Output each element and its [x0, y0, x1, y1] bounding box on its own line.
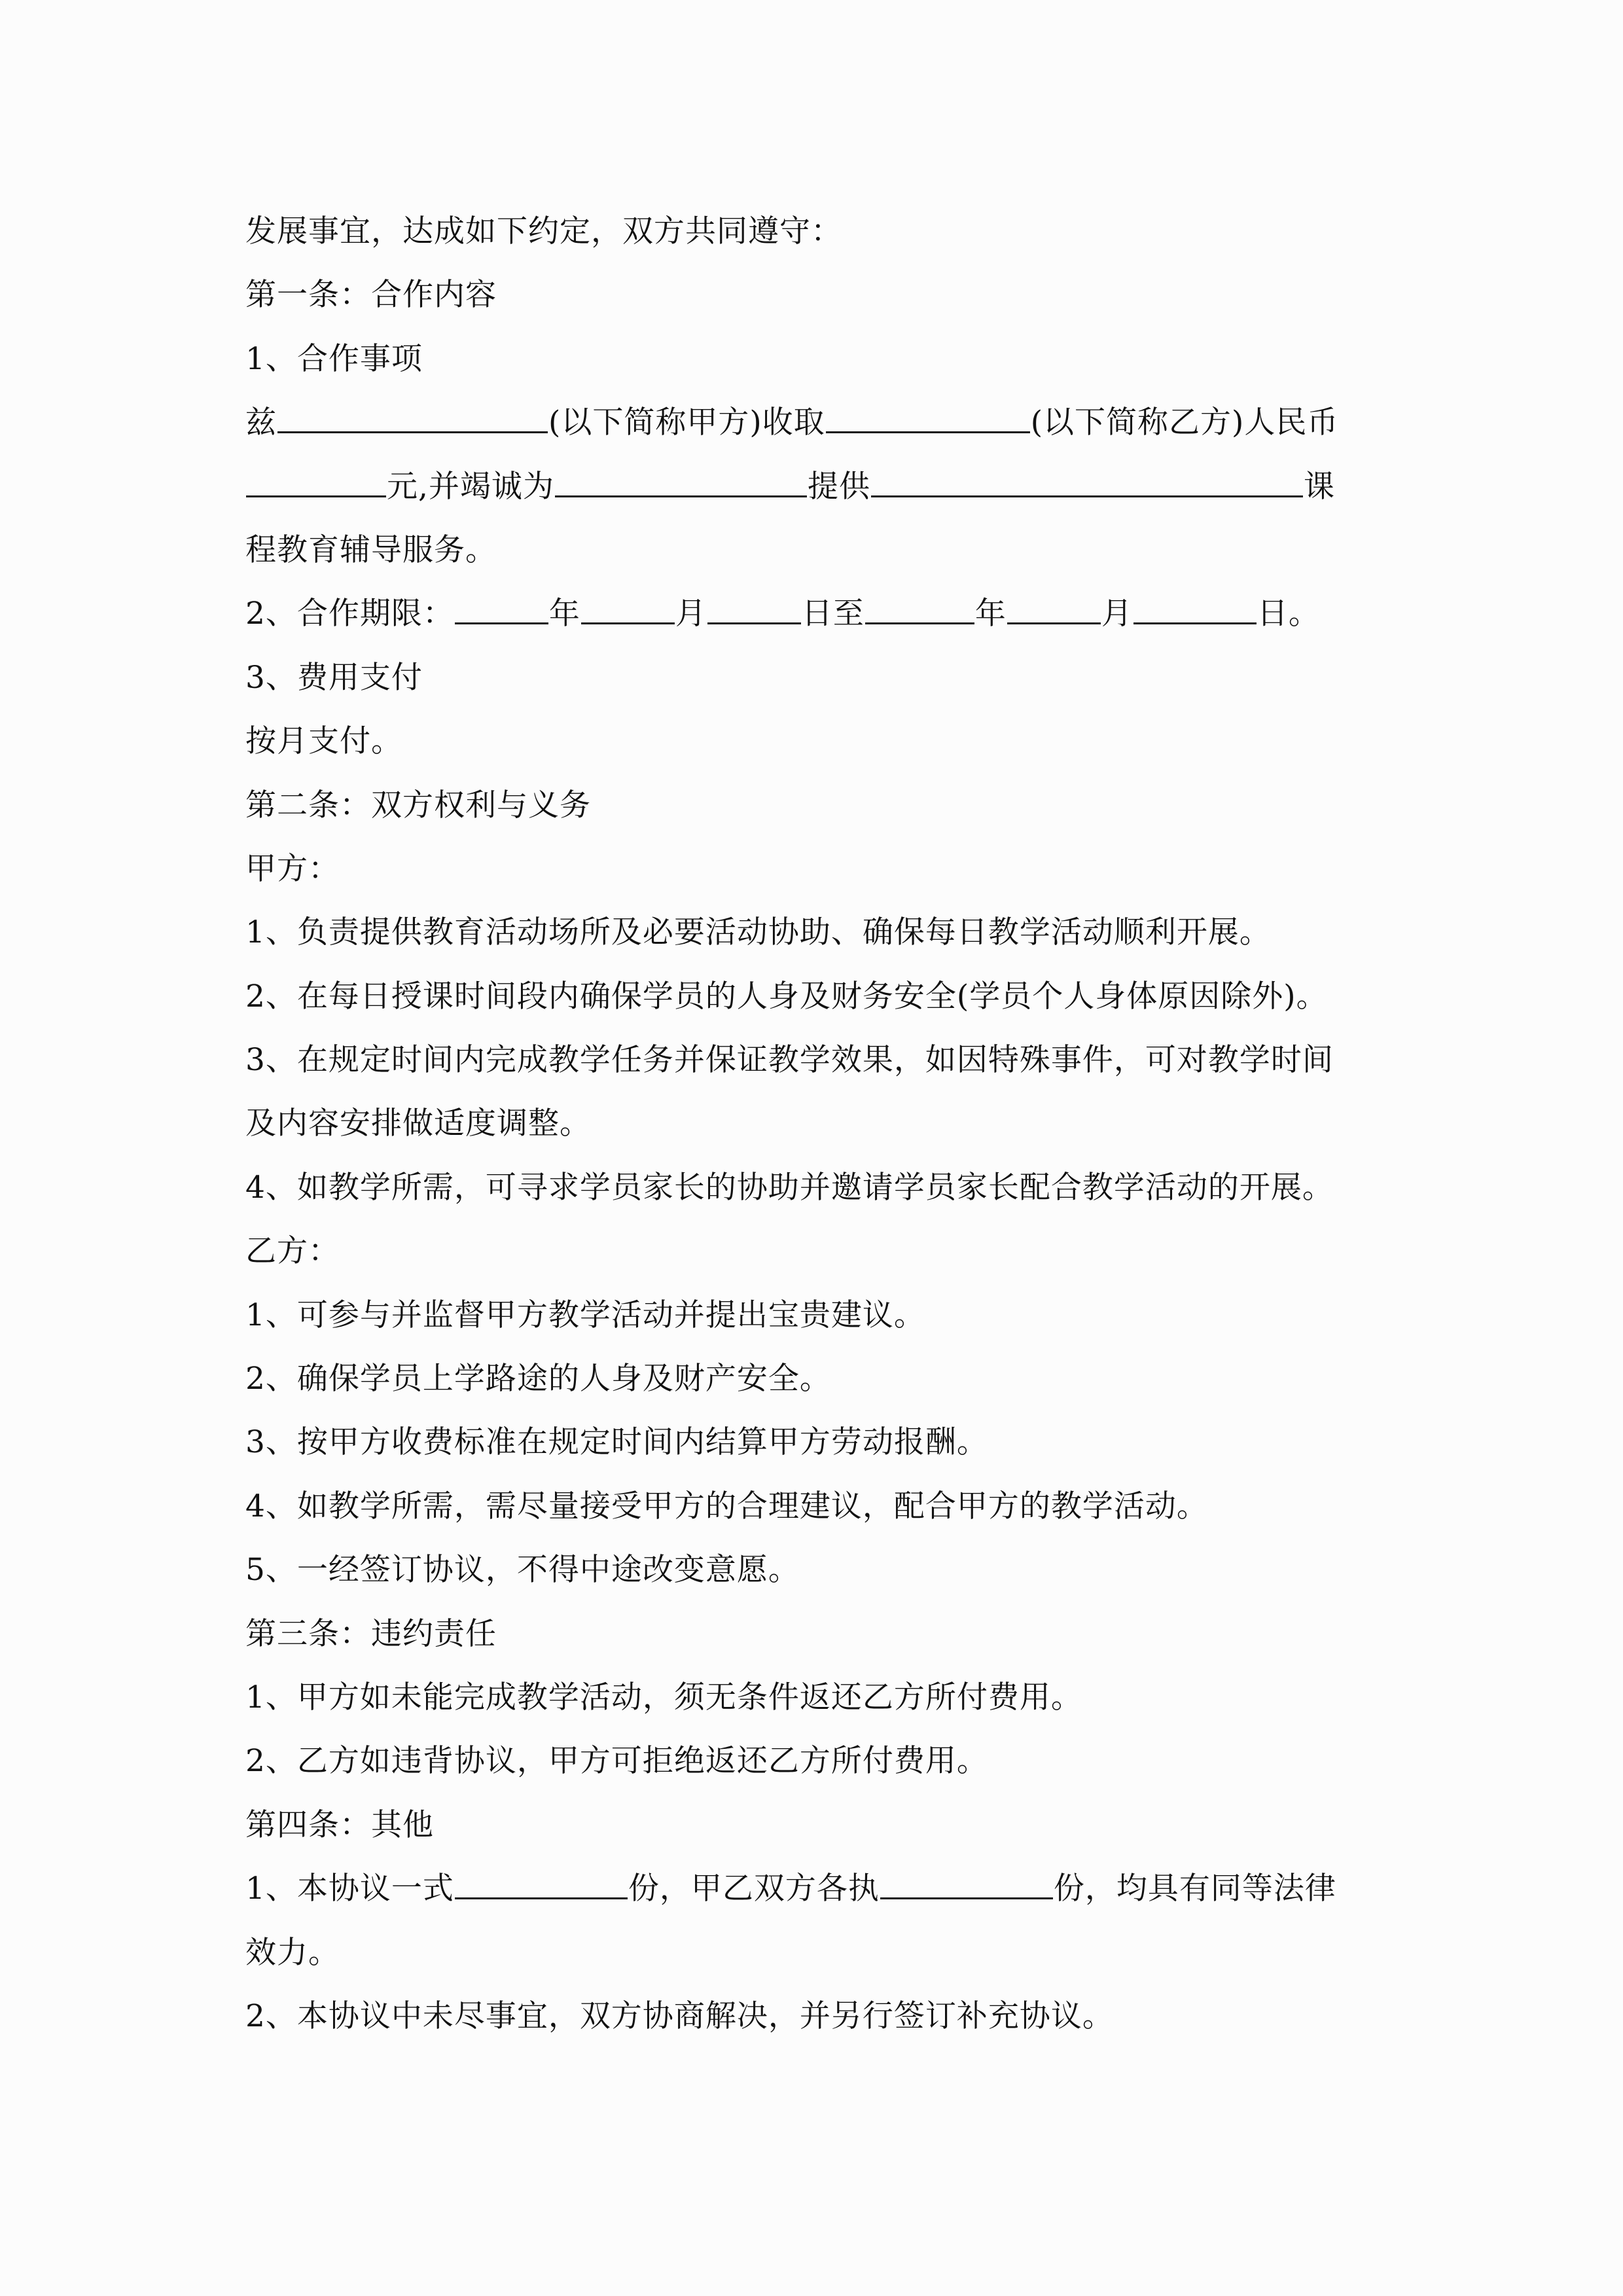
article-1-heading: 第一条：合作内容	[245, 277, 497, 314]
article-4-clause-1-copies-line	[245, 1857, 1381, 1920]
text-segment: 月	[675, 596, 707, 632]
party-a-clause-3: 3、在规定时间内完成教学任务并保证教学效果，如因特殊事件，可对教学时间	[245, 1042, 1334, 1079]
article-3-clause-2: 2、乙方如违背协议，甲方可拒绝返还乙方所付费用。	[245, 1743, 988, 1780]
text-segment: 1、本协议一式	[245, 1871, 454, 1907]
clause-1-2-period-line	[245, 582, 1381, 645]
total-copies-blank[interactable]	[455, 1857, 628, 1899]
clause-1-3-heading: 3、费用支付	[245, 659, 423, 696]
party-b-clause-4: 4、如教学所需，需尽量接受甲方的合理建议，配合甲方的教学活动。	[245, 1488, 1208, 1524]
clause-1-1-heading: 1、合作事项	[245, 340, 423, 377]
text-segment: 提供	[807, 468, 870, 505]
text-segment: 兹	[245, 404, 277, 441]
article-4-clause-2: 2、本协议中未尽事宜，双方协商解决，并另行签订补充协议。	[245, 1998, 1114, 2034]
text-segment: 课	[1303, 468, 1335, 505]
party-a-clause-3-continuation: 及内容安排做适度调整。	[245, 1105, 591, 1142]
end-day-blank[interactable]	[1133, 582, 1257, 624]
article-4-heading: 第四条：其他	[245, 1806, 434, 1843]
copies-each-blank[interactable]	[880, 1857, 1053, 1899]
party-b-clause-2: 2、确保学员上学路途的人身及财产安全。	[245, 1361, 831, 1397]
article-2-heading: 第二条：双方权利与义务	[245, 787, 591, 823]
party-b-clause-1: 1、可参与并监督甲方教学活动并提出宝贵建议。	[245, 1297, 925, 1333]
text-segment: 年	[548, 596, 580, 632]
clause-1-1-continuation: 程教育辅导服务。	[245, 531, 497, 568]
party-a-clause-4: 4、如教学所需，可寻求学员家长的协助并邀请学员家长配合教学活动的开展。	[245, 1169, 1334, 1206]
clause-1-1-amount-line	[245, 455, 1381, 518]
text-segment: 元,并竭诚为	[387, 468, 554, 505]
party-a-name-blank[interactable]	[277, 391, 548, 433]
article-3-clause-1: 1、甲方如未能完成教学活动，须无条件返还乙方所付费用。	[245, 1679, 1082, 1715]
party-a-heading: 甲方：	[245, 850, 340, 887]
start-day-blank[interactable]	[707, 582, 801, 624]
party-a-clause-1: 1、负责提供教育活动场所及必要活动协助、确保每日教学活动顺利开展。	[245, 914, 1271, 951]
text-segment: 份，甲乙双方各执	[628, 1871, 880, 1907]
text-segment: (以下简称甲方)收取	[548, 404, 825, 441]
party-b-heading: 乙方：	[245, 1233, 340, 1270]
service-recipient-blank[interactable]	[555, 455, 807, 497]
course-name-blank[interactable]	[871, 455, 1303, 497]
amount-rmb-blank[interactable]	[246, 455, 386, 497]
party-b-name-blank[interactable]	[826, 391, 1030, 433]
party-a-clause-2: 2、在每日授课时间段内确保学员的人身及财务安全(学员个人身体原因除外)。	[245, 978, 1328, 1014]
document-page	[245, 200, 1381, 2048]
text-segment: 2、合作期限：	[245, 596, 454, 632]
start-month-blank[interactable]	[581, 582, 675, 624]
text-segment: 年	[974, 596, 1007, 632]
clause-1-3-body: 按月支付。	[245, 723, 402, 760]
text-segment: 日。	[1257, 596, 1320, 632]
text-segment: 月	[1101, 596, 1133, 632]
article-4-clause-1-continuation: 效力。	[245, 1934, 340, 1971]
intro-line: 发展事宜，达成如下约定，双方共同遵守：	[245, 213, 842, 249]
text-segment: 份，均具有同等法律	[1053, 1871, 1336, 1907]
end-month-blank[interactable]	[1007, 582, 1101, 624]
text-segment: (以下简称乙方)人民币	[1030, 404, 1339, 441]
start-year-blank[interactable]	[455, 582, 548, 624]
party-b-clause-3: 3、按甲方收费标准在规定时间内结算甲方劳动报酬。	[245, 1424, 988, 1461]
end-year-blank[interactable]	[865, 582, 974, 624]
article-3-heading: 第三条：违约责任	[245, 1615, 497, 1652]
party-b-clause-5: 5、一经签订协议，不得中途改变意愿。	[245, 1552, 800, 1588]
clause-1-1-parties-line	[245, 391, 1381, 454]
text-segment: 日至	[801, 596, 865, 632]
